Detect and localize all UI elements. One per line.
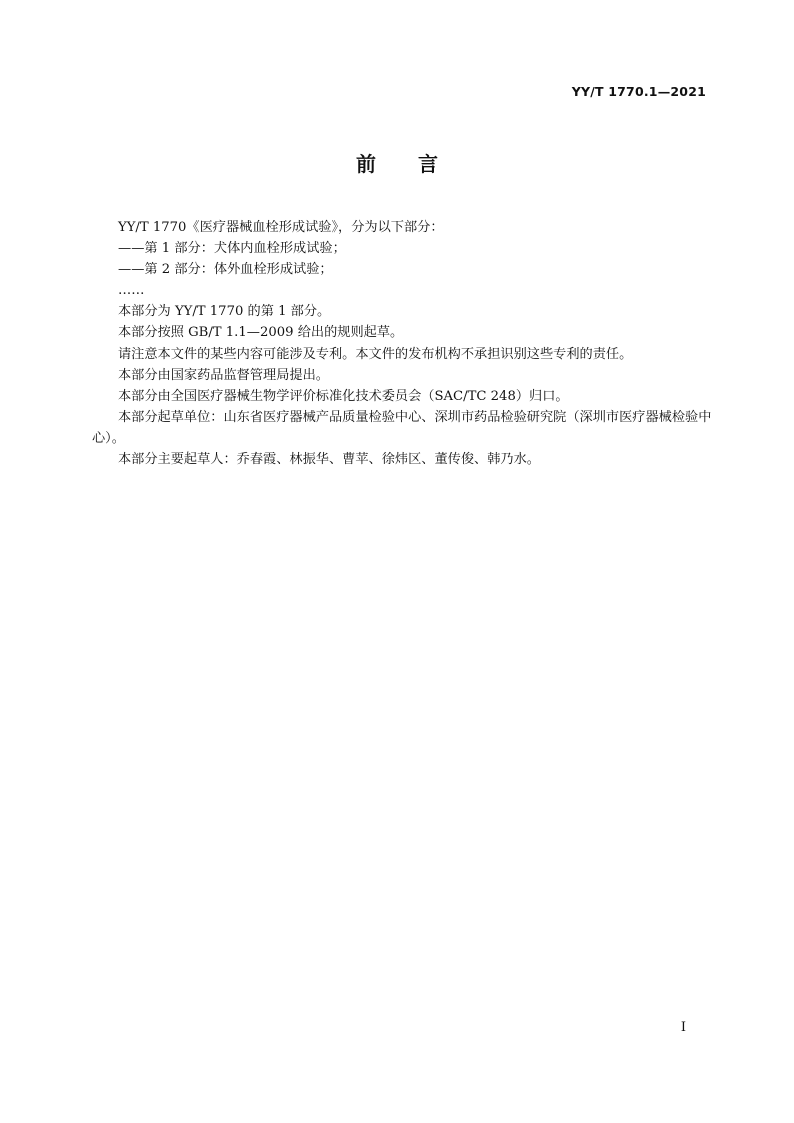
paragraph-drafters: 本部分主要起草人：乔春霞、林振华、曹苹、徐炜区、董传俊、韩乃水。 [118, 452, 540, 468]
title-char-2: 言 [418, 152, 438, 176]
paragraph-part-scope: 本部分为 YY/T 1770 的第 1 部分。 [118, 304, 331, 320]
paragraph-series-intro: YY/T 1770《医疗器械血栓形成试验》，分为以下部分： [118, 220, 444, 235]
paragraph-drafting-units: 本部分起草单位：山东省医疗器械产品质量检验中心、深圳市药品检验研究院（深圳市医疗器械检验中心）。 [92, 409, 712, 446]
page-title [0, 150, 794, 178]
paragraph-proposer: 本部分由国家药品监督管理局提出。 [118, 367, 329, 383]
title-char-1: 前 [356, 152, 376, 176]
paragraph-drafting-rules: 本部分按照 GB/T 1.1—2009 给出的规则起草。 [118, 325, 404, 341]
standard-number-header: YY/T 1770.1—2021 [571, 84, 706, 99]
paragraph-part-1: ——第 1 部分：犬体内血栓形成试验； [118, 241, 346, 257]
paragraph-patent-notice: 请注意本文件的某些内容可能涉及专利。本文件的发布机构不承担识别这些专利的责任。 [118, 346, 633, 362]
page-number: I [680, 1020, 686, 1035]
paragraph-committee: 本部分由全国医疗器械生物学评价标准化技术委员会（SAC/TC 248）归口。 [118, 388, 569, 404]
paragraph-part-2: ——第 2 部分：体外血栓形成试验； [118, 262, 333, 278]
foreword-body [92, 217, 714, 470]
paragraph-ellipsis: …… [118, 283, 145, 299]
